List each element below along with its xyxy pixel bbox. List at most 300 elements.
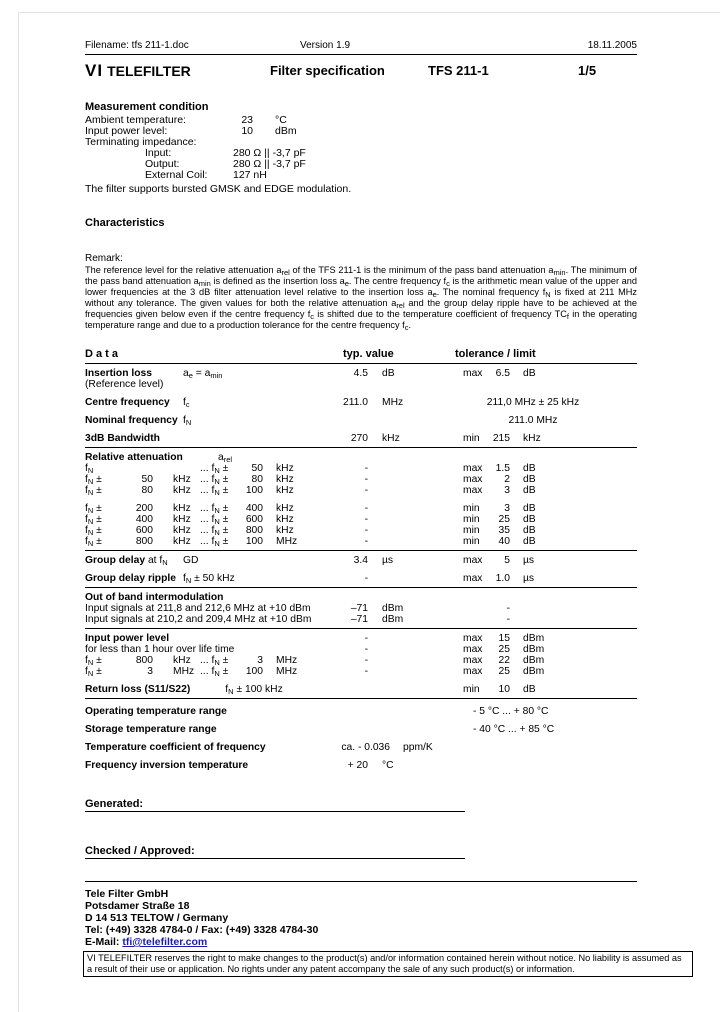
tolerance-prefix: max	[463, 555, 483, 566]
tolerance-prefix: max	[463, 644, 483, 655]
typ-value: -	[364, 655, 368, 666]
row-left	[85, 525, 340, 536]
company-logo	[85, 63, 191, 79]
typ-unit	[368, 706, 455, 724]
table-row	[85, 555, 637, 566]
tolerance-prefix: min	[463, 525, 480, 536]
characteristics-heading: Characteristics	[85, 217, 165, 229]
tolerance-value: 1.5	[495, 463, 510, 474]
data-heading: D a t a	[85, 348, 119, 360]
range-part: kHz	[276, 514, 294, 525]
row-left	[85, 368, 340, 390]
row-parameter: $f_N \pm 50$ kHz	[183, 573, 235, 585]
header-rule	[85, 54, 637, 55]
row-left	[85, 485, 340, 496]
tolerance-prefix: min	[463, 433, 480, 444]
typ-unit	[368, 633, 455, 644]
measurement-condition-heading: Measurement condition	[85, 101, 209, 113]
range-part: ... $f_N$ ±	[200, 525, 229, 537]
row-left	[85, 555, 340, 566]
measurement-value: 23	[241, 114, 253, 126]
typ-value	[340, 684, 368, 695]
row-label-box	[85, 368, 183, 379]
row-label-box	[85, 397, 183, 408]
typ-value: -	[364, 536, 368, 547]
range-part: kHz	[173, 655, 191, 666]
table-row	[85, 592, 637, 603]
range-part: 400	[245, 503, 263, 514]
typ-unit	[368, 655, 455, 666]
part-number: TFS 211-1	[428, 63, 489, 78]
range-part: kHz	[173, 514, 191, 525]
tolerance-value: 215	[492, 433, 510, 444]
row-left	[85, 655, 340, 666]
range-part: 800	[135, 655, 153, 666]
row-left	[85, 684, 340, 695]
tolerance-prefix: min	[463, 684, 480, 695]
tolerance-unit: dB	[523, 514, 536, 525]
typ-value: -	[364, 463, 368, 474]
table-row	[85, 644, 637, 655]
range-part: 200	[135, 503, 153, 514]
tolerance-text: 211.0 MHz	[508, 415, 558, 426]
row-left	[85, 503, 340, 514]
column-subheader: $a_{rel}$	[218, 452, 233, 464]
row-left	[85, 573, 340, 584]
row-label: Out of band intermodulation	[85, 592, 224, 603]
measurement-value: 280 Ω || -3,7 pF	[233, 147, 306, 159]
tolerance-column-header: tolerance / limit	[455, 348, 536, 360]
typ-value: -	[364, 666, 368, 677]
row-left	[85, 397, 340, 408]
data-table-body	[85, 364, 637, 699]
page-header-meta	[85, 40, 637, 52]
tolerance-unit: dB	[523, 536, 536, 547]
typ-value: –71	[350, 614, 368, 625]
row-label: Return loss (S11/S22)	[85, 684, 191, 695]
tolerance-unit: µs	[523, 573, 535, 584]
tolerance-prefix	[455, 603, 490, 614]
row-label-box	[85, 706, 227, 724]
typ-unit	[368, 573, 455, 584]
typ-unit	[368, 536, 455, 547]
row-left	[85, 706, 340, 724]
row-parameter: $f_c$	[183, 397, 190, 409]
range-part: MHz	[276, 666, 298, 677]
row-label-box	[85, 742, 266, 760]
range-part: ... $f_N$ ±	[200, 485, 229, 497]
range-part: $f_N$ ±	[85, 666, 102, 678]
range-part: 100	[245, 485, 263, 496]
typ-value: -	[364, 525, 368, 536]
tolerance-text: - 5 °C ... + 80 °C	[473, 706, 549, 717]
page-content	[85, 40, 637, 859]
row-left	[85, 415, 340, 426]
row-text: Input signals at 210,2 and 209,4 MHz at +10 dBm	[85, 614, 312, 625]
typ-unit	[368, 525, 455, 536]
tolerance-value: 40	[498, 536, 510, 547]
range-part: kHz	[173, 503, 191, 514]
range-part: $f_N$ ±	[85, 525, 102, 537]
typ-unit: dBm	[382, 603, 404, 614]
row-left	[85, 463, 340, 474]
document-date: 18.11.2005	[587, 40, 637, 51]
row-text: Input signals at 211,8 and 212,6 MHz at +10 dBm	[85, 603, 311, 614]
typ-unit	[368, 474, 455, 485]
table-row	[85, 503, 637, 514]
tolerance-value: 10	[498, 684, 510, 695]
measurement-row	[85, 115, 637, 126]
typ-value: 211.0	[342, 397, 368, 408]
tolerance-value: 5	[504, 555, 510, 566]
tolerance-unit: dB	[523, 474, 536, 485]
row-label-suffix: at $f_N$	[145, 555, 168, 567]
range-part: 100	[245, 666, 263, 677]
table-row	[85, 452, 637, 463]
typ-unit	[368, 592, 455, 603]
measurement-label: Output:	[145, 158, 180, 170]
range-part: ... $f_N$ ±	[200, 463, 229, 475]
row-left	[85, 666, 340, 677]
table-row	[85, 415, 637, 426]
tolerance-value: 25	[498, 644, 510, 655]
range-part: kHz	[276, 485, 294, 496]
footer-phone-fax: Tel: (+49) 3328 4784-0 / Fax: (+49) 3328 4784-30	[85, 924, 319, 936]
tolerance-unit: dB	[523, 525, 536, 536]
tolerance-prefix: max	[463, 573, 483, 584]
typ-unit	[368, 644, 455, 655]
typ-unit	[368, 485, 455, 496]
page-edge-top	[18, 12, 720, 13]
range-part	[153, 463, 200, 474]
tolerance-value: -	[506, 603, 510, 614]
table-row	[85, 463, 637, 474]
typ-unit: µs	[382, 555, 394, 566]
footer-city: D 14 513 TELTOW / Germany	[85, 912, 229, 924]
footer-email-row	[85, 936, 637, 948]
typ-value: -	[364, 644, 368, 655]
measurement-label: Input:	[145, 147, 172, 159]
range-part: $f_N$ ±	[85, 514, 102, 526]
range-part: kHz	[173, 536, 191, 547]
typ-unit: dBm	[382, 614, 404, 625]
table-row	[85, 706, 637, 724]
remark-label: Remark:	[85, 253, 123, 264]
tolerance-value: 15	[498, 633, 510, 644]
row-label: Temperature coefficient of frequency	[85, 742, 266, 753]
range-part: $f_N$ ±	[85, 485, 102, 497]
typ-unit	[368, 724, 455, 742]
measurement-rows	[85, 115, 637, 181]
measurement-label: External Coil:	[145, 169, 208, 181]
row-label: Operating temperature range	[85, 706, 227, 717]
row-label: Nominal frequency	[85, 415, 178, 426]
range-part: ... $f_N$ ±	[200, 503, 229, 515]
tolerance-unit: dB	[523, 368, 536, 379]
tolerance-prefix: max	[463, 368, 483, 379]
range-part	[123, 463, 153, 474]
typ-value	[340, 452, 368, 463]
measurement-value: 280 Ω || -3,7 pF	[233, 158, 306, 170]
row-text: for less than 1 hour over life time	[85, 644, 235, 655]
title-bar	[85, 61, 637, 83]
typ-value: -	[364, 485, 368, 496]
range-part: 800	[135, 536, 153, 547]
tolerance-unit	[510, 603, 523, 614]
range-part: MHz	[276, 655, 298, 666]
tolerance-unit: dBm	[523, 666, 545, 677]
row-label: Centre frequency	[85, 397, 170, 408]
email-label: E-Mail:	[85, 936, 123, 948]
tolerance-value: 22	[498, 655, 510, 666]
row-label-box	[85, 633, 169, 644]
checked-approved-label: Checked / Approved:	[85, 845, 195, 857]
row-parameter: GD	[183, 555, 199, 566]
row-left	[85, 760, 340, 778]
tolerance-prefix: min	[463, 536, 480, 547]
tolerance-value: 35	[498, 525, 510, 536]
typ-unit	[368, 503, 455, 514]
row-label: Storage temperature range	[85, 724, 217, 735]
tolerance-unit: dB	[523, 684, 536, 695]
tolerance-unit: dB	[523, 463, 536, 474]
measurement-label: Terminating impedance:	[85, 136, 197, 148]
generated-label: Generated:	[85, 798, 144, 810]
typ-unit	[368, 463, 455, 474]
range-part: $f_N$ ±	[85, 536, 102, 548]
row-left	[85, 433, 340, 444]
tolerance-unit: dBm	[523, 655, 545, 666]
tolerance-text: 211,0 MHz ± 25 kHz	[486, 397, 580, 408]
row-label-box	[85, 452, 183, 463]
row-left	[85, 614, 340, 625]
footer-company-name: Tele Filter GmbH	[85, 888, 169, 900]
row-label: Insertion loss	[85, 368, 152, 379]
table-row	[85, 614, 637, 625]
range-part: 3	[147, 666, 153, 677]
row-parameter: $f_N \pm 100$ kHz	[225, 684, 283, 696]
tolerance-unit: µs	[523, 555, 535, 566]
table-row	[85, 742, 637, 760]
range-part: MHz	[173, 666, 195, 677]
range-part: 50	[251, 463, 263, 474]
tolerance-prefix: max	[463, 463, 483, 474]
table-row	[85, 603, 637, 614]
typ-unit	[368, 415, 455, 426]
row-label-box	[85, 555, 183, 566]
row-left	[85, 724, 340, 742]
range-part: 400	[135, 514, 153, 525]
row-label-box	[85, 573, 183, 584]
tolerance-prefix: min	[463, 514, 480, 525]
typ-unit: kHz	[382, 433, 400, 444]
tolerance-unit: dBm	[523, 644, 545, 655]
row-label-box	[85, 592, 223, 603]
row-parameter: $a_e = a_{min}$	[183, 368, 223, 380]
range-part: 80	[141, 485, 153, 496]
table-row	[85, 573, 637, 584]
typ-value: + 20	[347, 760, 368, 771]
table-row	[85, 368, 637, 390]
typ-unit	[368, 514, 455, 525]
typ-value	[340, 706, 368, 724]
row-label-box	[85, 415, 183, 426]
email-link[interactable]: tfi@telefilter.com	[122, 936, 208, 948]
tolerance-prefix: max	[463, 474, 483, 485]
tolerance-unit: dB	[523, 503, 536, 514]
tolerance-prefix: max	[463, 655, 483, 666]
typ-value	[340, 415, 368, 426]
typ-value: 4.5	[353, 368, 368, 379]
row-label-box	[85, 433, 183, 444]
range-part: kHz	[276, 503, 294, 514]
row-label-box	[85, 760, 248, 778]
range-part: 600	[245, 514, 263, 525]
range-part: ... $f_N$ ±	[200, 655, 229, 667]
row-label: 3dB Bandwidth	[85, 433, 160, 444]
tolerance-unit: dB	[523, 485, 536, 496]
range-part: kHz	[276, 463, 294, 474]
range-part: 600	[135, 525, 153, 536]
typ-value	[340, 592, 368, 603]
typ-value: -	[364, 474, 368, 485]
range-part: 50	[141, 474, 153, 485]
tolerance-value: 1.0	[495, 573, 510, 584]
row-label: Group delay ripple	[85, 573, 176, 584]
measurement-value: 127 nH	[233, 169, 267, 181]
table-row	[85, 433, 637, 444]
measurement-label: Input power level:	[85, 125, 168, 137]
legal-disclaimer: VI TELEFILTER reserves the right to make changes to the product(s) and/or information contained herein without notice. No liability is assumed as a result of their use or application. No rights under any patent accompany the sale of any such product(s) or information.	[83, 951, 693, 977]
data-table-header	[85, 348, 637, 364]
range-part: ... $f_N$ ±	[200, 474, 229, 486]
remark-text: The reference level for the relative attenuation $a_{rel}$ of the TFS 211-1 is the minimum of the pass band attenuation $a_{min}$. The minimum of the pass band attenuation $a_{min}$ is defined as the insertion loss $a_e$. The centre frequency $f_c$ is the arithmetic mean value of the upper and lower frequencies at the 3 dB filter attenuation level relative to the insertion loss $a_e$. The nominal frequency $f_N$ is fixed at 211 MHz without any tolerance. The given values for both the relative attenuation $a_{rel}$ and the group delay ripple have to be achieved at the frequencies given below even if the centre frequency $f_c$ is shifted due to the temperature coefficient of frequency $TC_f$ in the operating temperature range and due to a production tolerance for the centre frequency $f_c$.	[85, 265, 637, 332]
company-address-block	[85, 882, 682, 977]
table-row	[85, 514, 637, 525]
tolerance-value: 6.5	[495, 368, 510, 379]
row-left	[85, 633, 340, 644]
row-left	[85, 592, 340, 603]
company-name: TELEFILTER	[107, 63, 191, 79]
typ-value: -	[364, 503, 368, 514]
range-part: 80	[251, 474, 263, 485]
tolerance-unit	[510, 614, 523, 625]
generated-signature-line	[85, 798, 465, 812]
measurement-value: 10	[241, 125, 253, 137]
typ-value: 3.4	[353, 555, 368, 566]
tolerance-prefix: max	[463, 485, 483, 496]
table-section	[85, 551, 637, 588]
row-label: Group delay	[85, 555, 146, 566]
range-part: 800	[245, 525, 263, 536]
page-footer	[85, 881, 682, 977]
range-part: 100	[245, 536, 263, 547]
range-part: ... $f_N$ ±	[200, 666, 229, 678]
footer-street: Potsdamer Straße 18	[85, 900, 190, 912]
typ-unit	[368, 452, 455, 463]
tolerance-prefix: max	[463, 633, 483, 644]
row-label: Relative attenuation	[85, 452, 183, 463]
typ-value: -	[364, 573, 368, 584]
row-label-box	[85, 684, 190, 695]
modulation-note: The filter supports bursted GMSK and EDGE modulation.	[85, 183, 352, 195]
typ-value-column-header: typ. value	[343, 348, 394, 360]
row-label-box	[85, 724, 217, 742]
range-part: $f_N$ ±	[85, 655, 102, 667]
table-row	[85, 397, 637, 408]
typ-unit: ppm/K	[403, 742, 433, 753]
typ-value: –71	[350, 603, 368, 614]
range-part: $f_N$ ±	[85, 503, 102, 515]
range-part: kHz	[173, 485, 191, 496]
range-part: kHz	[173, 474, 191, 485]
range-part: ... $f_N$ ±	[200, 514, 229, 526]
range-part: 3	[257, 655, 263, 666]
table-row	[85, 474, 637, 485]
temperature-rows	[85, 706, 637, 778]
range-part: kHz	[173, 525, 191, 536]
typ-unit: MHz	[382, 397, 404, 408]
row-left	[85, 742, 340, 760]
tolerance-text: - 40 °C ... + 85 °C	[473, 724, 555, 735]
table-section	[85, 629, 637, 699]
table-row	[85, 536, 637, 547]
table-row	[85, 525, 637, 536]
table-row	[85, 760, 637, 778]
table-row	[85, 724, 637, 742]
range-part: ... $f_N$ ±	[200, 536, 229, 548]
tolerance-prefix: min	[463, 503, 480, 514]
typ-value: 270	[350, 433, 368, 444]
range-part: $f_N$	[85, 463, 94, 475]
file-name: Filename: tfs 211-1.doc	[85, 40, 189, 51]
table-row	[85, 485, 637, 496]
range-part: $f_N$ ±	[85, 474, 102, 486]
range-part: MHz	[276, 536, 298, 547]
row-parameter: $f_N$	[183, 415, 192, 427]
typ-value: -	[364, 514, 368, 525]
vi-logo-icon: VI	[85, 61, 104, 80]
row-label-second-line: (Reference level)	[85, 379, 164, 390]
typ-value	[340, 724, 368, 742]
typ-value: ca. - 0.036	[341, 742, 390, 753]
typ-unit	[368, 684, 455, 695]
table-row	[85, 684, 637, 695]
table-row	[85, 655, 637, 666]
row-left	[85, 452, 340, 463]
table-row	[85, 633, 637, 644]
page-edge-left	[18, 12, 19, 1012]
measurement-label: Ambient temperature:	[85, 114, 186, 126]
measurement-unit: dBm	[275, 125, 297, 137]
measurement-unit: °C	[275, 114, 287, 126]
version-label: Version 1.9	[300, 40, 351, 51]
row-left	[85, 536, 340, 547]
tolerance-prefix	[455, 614, 490, 625]
typ-unit: dB	[382, 368, 395, 379]
tolerance-value: -	[506, 614, 510, 625]
row-left	[85, 644, 340, 655]
page-indicator: 1/5	[578, 63, 597, 78]
table-row	[85, 666, 637, 677]
tolerance-value: 3	[504, 485, 510, 496]
tolerance-value: 25	[498, 514, 510, 525]
table-section	[85, 588, 637, 629]
tolerance-unit: kHz	[523, 433, 541, 444]
tolerance-value: 3	[504, 503, 510, 514]
checked-approved-signature-line	[85, 845, 465, 859]
table-section	[85, 364, 637, 448]
